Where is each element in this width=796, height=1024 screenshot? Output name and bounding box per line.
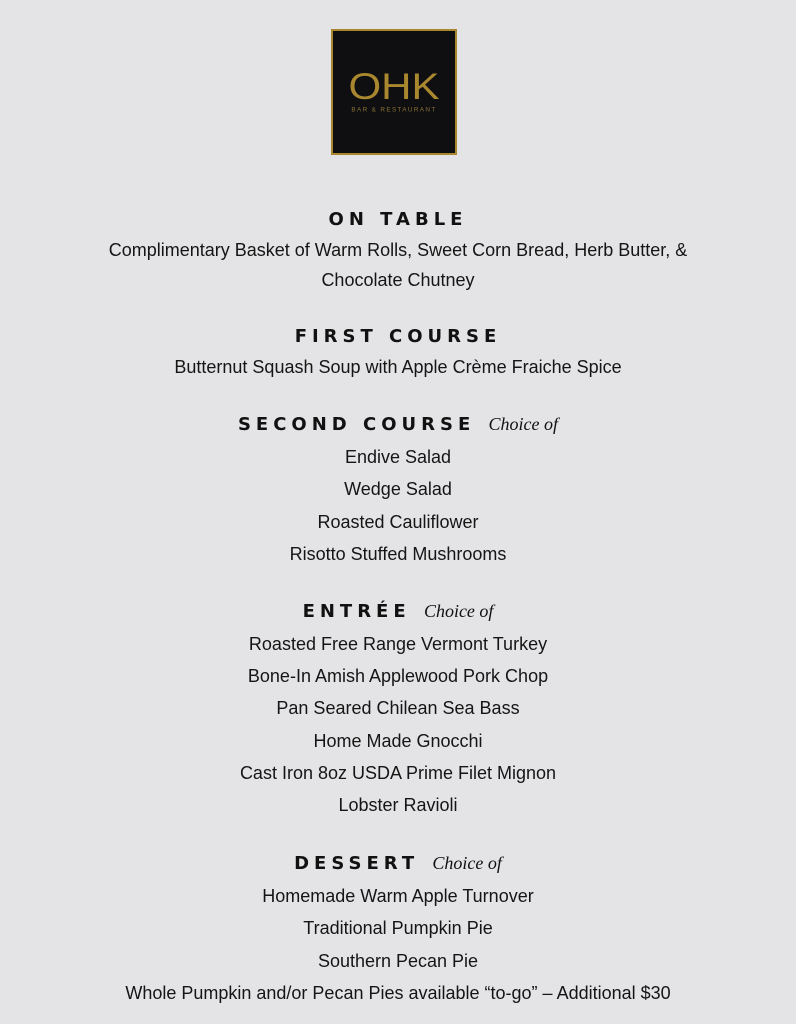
menu-item: Roasted Cauliflower bbox=[317, 512, 479, 532]
on-table-title: ON TABLE bbox=[328, 209, 468, 230]
menu-item: Chocolate Chutney bbox=[321, 270, 475, 290]
menu-item: Traditional Pumpkin Pie bbox=[303, 918, 493, 938]
menu-item: Pan Seared Chilean Sea Bass bbox=[276, 698, 520, 718]
dessert-title: DESSERT bbox=[294, 853, 420, 874]
section-heading-dessert bbox=[0, 853, 796, 874]
restaurant-logo bbox=[331, 29, 457, 155]
first-course-title: FIRST COURSE bbox=[294, 326, 502, 347]
menu-item: Homemade Warm Apple Turnover bbox=[262, 886, 534, 906]
menu-item: Roasted Free Range Vermont Turkey bbox=[248, 634, 548, 654]
menu-item: Endive Salad bbox=[344, 447, 452, 467]
section-heading-first-course bbox=[0, 326, 796, 347]
logo-tagline: BAR & RESTAURANT bbox=[351, 106, 437, 114]
menu-item: Lobster Ravioli bbox=[338, 795, 458, 815]
menu-item: Southern Pecan Pie bbox=[317, 951, 479, 971]
choice-of-label: Choice of bbox=[432, 853, 502, 873]
logo-mark: OHK bbox=[348, 65, 441, 107]
menu-item: Risotto Stuffed Mushrooms bbox=[289, 544, 507, 564]
menu-item: Wedge Salad bbox=[344, 479, 452, 499]
choice-of-label: Choice of bbox=[488, 414, 559, 434]
choice-of-label: Choice of bbox=[423, 601, 494, 621]
second-course-title: SECOND COURSE bbox=[237, 414, 476, 435]
menu-item: Butternut Squash Soup with Apple Crème Fraiche Spice bbox=[174, 357, 622, 377]
menu-item: Complimentary Basket of Warm Rolls, Sweet Corn Bread, Herb Butter, & bbox=[108, 240, 688, 260]
menu-item: Cast Iron 8oz USDA Prime Filet Mignon bbox=[239, 763, 557, 783]
section-heading-entree bbox=[0, 601, 796, 622]
logo-graphic bbox=[333, 31, 455, 153]
section-heading-on-table bbox=[0, 209, 796, 230]
entree-title: ENTRÉE bbox=[302, 601, 411, 622]
dessert-note: Whole Pumpkin and/or Pecan Pies available “to-go” – Additional $30 bbox=[125, 983, 671, 1003]
menu-item: Bone-In Amish Applewood Pork Chop bbox=[247, 666, 549, 686]
section-heading-second-course bbox=[0, 414, 796, 435]
menu-item: Home Made Gnocchi bbox=[313, 731, 483, 751]
